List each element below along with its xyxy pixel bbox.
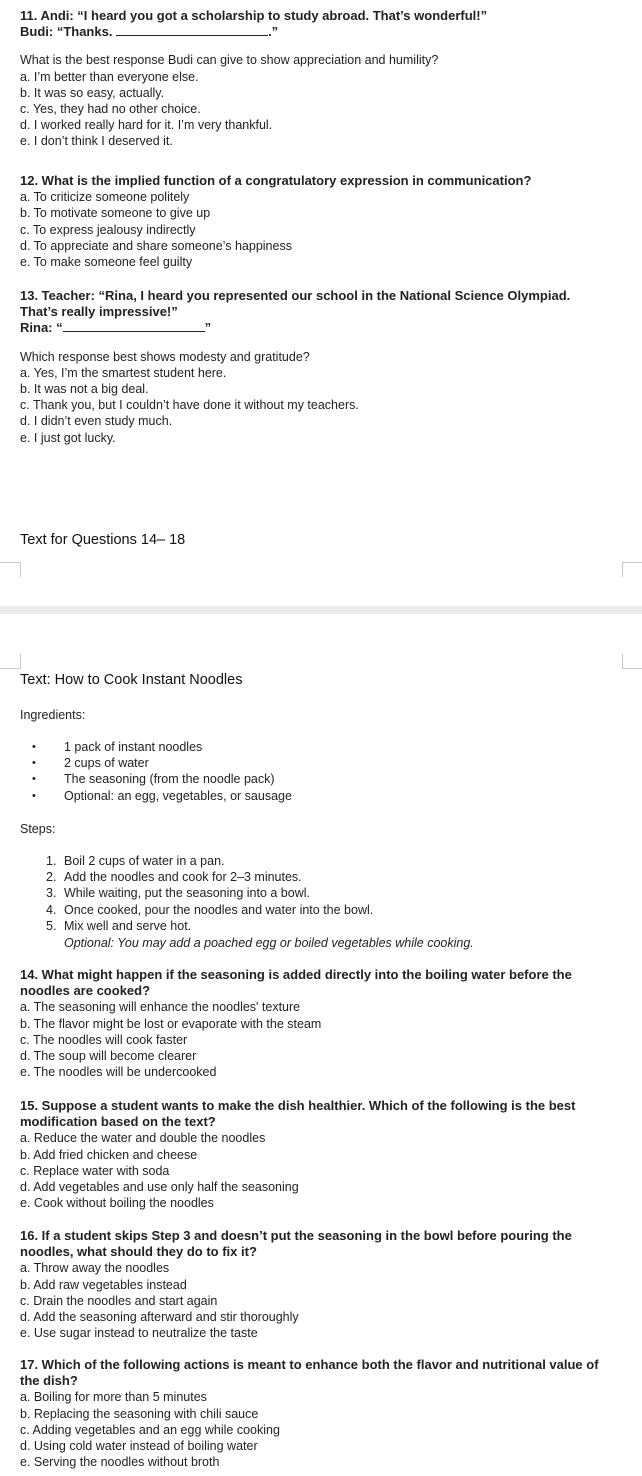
answer-blank <box>116 25 268 36</box>
question-13-dialogue <box>20 320 632 336</box>
section-heading: Text for Questions 14– 18 <box>20 532 186 548</box>
option-a: a. The seasoning will enhance the noodles' texture <box>20 1000 301 1015</box>
dialogue-speaker: Budi: “Thanks. <box>20 24 117 40</box>
question-16 <box>20 1228 632 1341</box>
step-text: While waiting, put the seasoning into a bowl. <box>64 886 310 901</box>
option-d: d. Using cold water instead of boiling water <box>20 1439 258 1454</box>
option-e: e. Serving the noodles without broth <box>20 1455 220 1470</box>
question-14-stem-line2: noodles are cooked? <box>20 983 151 999</box>
option-c: c. Replace water with soda <box>20 1163 170 1178</box>
question-12-stem: 12. What is the implied function of a congratulatory expression in communication? <box>20 173 532 188</box>
list-item: • 2 cups of water <box>46 755 292 771</box>
dialogue-end: .” <box>268 24 279 40</box>
page-corner-bottom-right <box>622 654 642 669</box>
step-text: Once cooked, pour the noodles and water into the bowl. <box>64 902 374 917</box>
list-item <box>46 918 373 934</box>
option-e: e. Use sugar instead to neutralize the taste <box>20 1326 258 1341</box>
question-15 <box>20 1098 632 1211</box>
question-11-prompt: What is the best response Budi can give to show appreciation and humility? <box>20 53 439 68</box>
option-e: e. I just got lucky. <box>20 430 116 445</box>
question-15-stem-line2: modification based on the text? <box>20 1114 216 1130</box>
list-item <box>46 885 373 901</box>
page-corner-top-left <box>0 562 21 577</box>
list-item: • The seasoning (from the noodle pack) <box>46 771 292 787</box>
option-b: b. It was so easy, actually. <box>20 85 165 100</box>
question-13-stem-line2: That’s really impressive!” <box>20 304 178 320</box>
question-17 <box>20 1357 632 1470</box>
option-e: e. Cook without boiling the noodles <box>20 1196 214 1211</box>
list-item <box>46 853 373 869</box>
optional-note: Optional: You may add a poached egg or boiled vegetables while cooking. <box>64 936 474 950</box>
option-a: a. Boiling for more than 5 minutes <box>20 1390 207 1405</box>
option-a: a. To criticize someone politely <box>20 190 190 205</box>
text-title: Text: How to Cook Instant Noodles <box>20 672 243 688</box>
question-17-stem: 17. Which of the following actions is meant to enhance both the flavor and nutritional value of <box>20 1357 599 1372</box>
option-b: b. Add raw vegetables instead <box>20 1277 187 1292</box>
dialogue-end: ” <box>204 320 212 336</box>
page-corner-bottom-left <box>0 654 21 669</box>
option-e: e. The noodles will be undercooked <box>20 1065 217 1080</box>
option-d: d. I worked really hard for it. I’m very thankful. <box>20 118 273 133</box>
option-c: c. To express jealousy indirectly <box>20 222 196 237</box>
step-number: 5. <box>46 918 57 933</box>
question-17-stem-line2: the dish? <box>20 1373 78 1389</box>
option-d: d. I didn’t even study much. <box>20 414 173 429</box>
question-16-stem: 16. If a student skips Step 3 and doesn’t put the seasoning in the bowl before pouring the <box>20 1228 572 1243</box>
ingredients-label: Ingredients: <box>20 708 86 722</box>
option-e: e. To make someone feel guilty <box>20 255 193 270</box>
question-13 <box>20 288 632 446</box>
list-item <box>46 869 373 885</box>
option-a: a. Throw away the noodles <box>20 1261 170 1276</box>
list-item <box>46 902 373 918</box>
step-number: 1. <box>46 854 57 868</box>
option-b: b. To motivate someone to give up <box>20 206 211 221</box>
step-text: Mix well and serve hot. <box>64 918 192 933</box>
page-corner-top-right <box>622 562 642 577</box>
step-text: Add the noodles and cook for 2–3 minutes. <box>64 870 302 885</box>
option-c: c. Thank you, but I couldn’t have done it without my teachers. <box>20 398 359 413</box>
dialogue-speaker: Rina: “ <box>20 320 63 336</box>
option-c: c. The noodles will cook faster <box>20 1032 188 1047</box>
steps-label: Steps: <box>20 822 56 836</box>
question-14 <box>20 967 632 1080</box>
option-c: c. Adding vegetables and an egg while cooking <box>20 1422 280 1437</box>
question-11 <box>20 8 632 150</box>
list-item: • Optional: an egg, vegetables, or sausage <box>46 788 292 804</box>
step-number: 3. <box>46 886 57 901</box>
step-number: 4. <box>46 902 57 917</box>
question-11-dialogue <box>20 24 632 40</box>
question-16-stem-line2: noodles, what should they do to fix it? <box>20 1244 257 1260</box>
option-d: d. Add vegetables and use only half the seasoning <box>20 1180 299 1195</box>
option-b: b. Add fried chicken and cheese <box>20 1147 198 1162</box>
option-a: a. Reduce the water and double the noodles <box>20 1131 266 1146</box>
option-a: a. Yes, I’m the smartest student here. <box>20 365 227 380</box>
option-b: b. The flavor might be lost or evaporate with the steam <box>20 1016 322 1031</box>
option-b: b. Replacing the seasoning with chili sauce <box>20 1406 259 1421</box>
steps-list <box>46 853 373 934</box>
question-12 <box>20 173 632 270</box>
option-b: b. It was not a big deal. <box>20 382 149 397</box>
page-break <box>0 606 642 614</box>
option-c: c. Yes, they had no other choice. <box>20 102 201 117</box>
step-text: Boil 2 cups of water in a pan. <box>64 854 225 868</box>
step-number: 2. <box>46 870 57 885</box>
question-11-stem: 11. Andi: “I heard you got a scholarship to study abroad. That’s wonderful!” <box>20 8 488 23</box>
answer-blank <box>63 321 205 332</box>
option-d: d. The soup will become clearer <box>20 1049 197 1064</box>
option-e: e. I don’t think I deserved it. <box>20 134 173 149</box>
question-15-stem: 15. Suppose a student wants to make the dish healthier. Which of the following is the best <box>20 1098 576 1113</box>
question-13-prompt: Which response best shows modesty and gratitude? <box>20 349 310 364</box>
option-c: c. Drain the noodles and start again <box>20 1293 218 1308</box>
option-a: a. I’m better than everyone else. <box>20 69 199 84</box>
option-d: d. Add the seasoning afterward and stir thoroughly <box>20 1310 299 1325</box>
list-item: • 1 pack of instant noodles <box>46 739 292 755</box>
ingredients-list <box>46 739 292 804</box>
option-d: d. To appreciate and share someone’s happiness <box>20 238 292 253</box>
question-14-stem: 14. What might happen if the seasoning is added directly into the boiling water before the <box>20 967 572 982</box>
question-13-stem: 13. Teacher: “Rina, I heard you represented our school in the National Science Olympiad. <box>20 288 571 303</box>
